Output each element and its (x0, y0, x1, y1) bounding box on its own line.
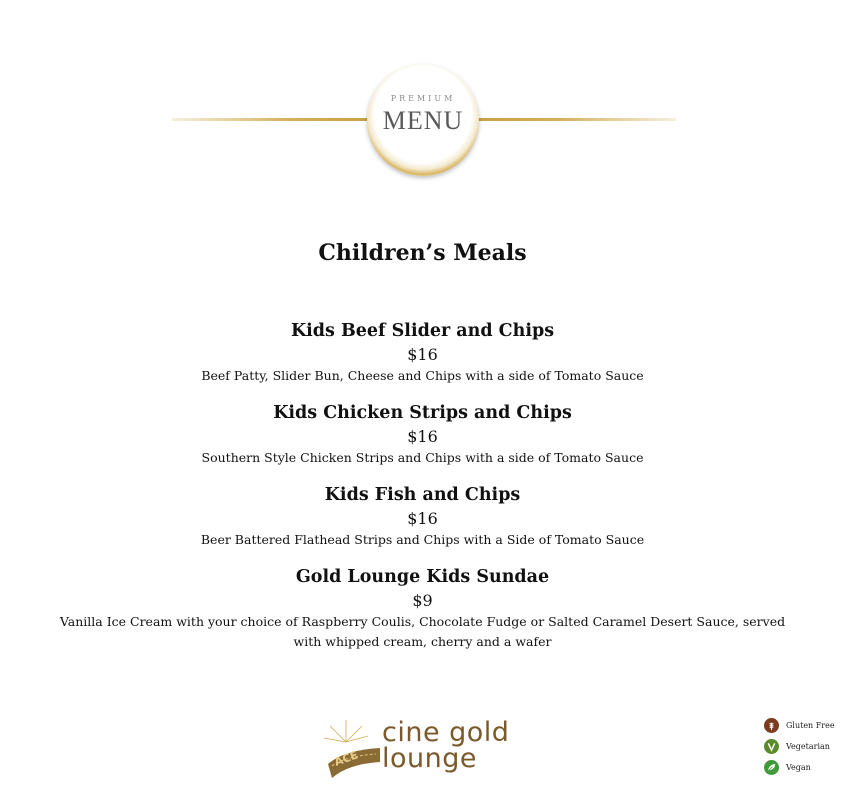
menu-item (0, 564, 845, 652)
premium-menu-badge (367, 64, 479, 176)
wheat-icon (764, 718, 779, 733)
menu-item-description: Vanilla Ice Cream with your choice of Raspberry Coulis, Chocolate Fudge or Salted Caramel Desert Sauce, served with whipped cream, cherry and a wafer (59, 614, 786, 649)
legend-label: Vegetarian (786, 742, 830, 751)
badge-title: MENU (382, 106, 464, 135)
legend-label: Vegan (786, 763, 811, 772)
menu-item-description: Beer Battered Flathead Strips and Chips with a Side of Tomato Sauce (200, 532, 645, 547)
menu-item-description: Beef Patty, Slider Bun, Cheese and Chips with a side of Tomato Sauce (201, 368, 644, 383)
menu-item-price: $16 (407, 427, 438, 446)
menu-item-name: Gold Lounge Kids Sundae (295, 567, 550, 587)
badge-subtitle: PREMIUM (390, 94, 456, 103)
menu-header (0, 60, 845, 180)
menu-item (0, 318, 845, 386)
legend-item-gluten-free (764, 715, 844, 736)
menu-item-price: $16 (407, 509, 438, 528)
menu-items (0, 318, 845, 666)
menu-item-price: $16 (407, 345, 438, 364)
menu-item (0, 400, 845, 468)
dietary-legend (764, 715, 844, 778)
menu-item-price: $9 (412, 591, 433, 610)
legend-label: Gluten Free (786, 721, 835, 730)
menu-item-description: Southern Style Chicken Strips and Chips with a side of Tomato Sauce (201, 450, 644, 465)
leaf-icon (764, 760, 779, 775)
logo-line-2: lounge (382, 743, 477, 774)
legend-item-vegan (764, 757, 844, 778)
logo-emblem-icon (322, 720, 384, 780)
page-title: Children’s Meals (318, 240, 527, 266)
cine-gold-lounge-logo (322, 718, 532, 782)
menu-item (0, 482, 845, 550)
logo-line-1: cine gold (382, 717, 510, 748)
v-icon (764, 739, 779, 754)
gold-divider-right (476, 118, 676, 121)
menu-item-name: Kids Chicken Strips and Chips (273, 403, 572, 423)
svg-text:ACE: ACE (332, 748, 360, 769)
menu-item-name: Kids Beef Slider and Chips (290, 321, 555, 341)
gold-divider-left (172, 118, 372, 121)
legend-item-vegetarian (764, 736, 844, 757)
menu-item-name: Kids Fish and Chips (324, 485, 521, 505)
